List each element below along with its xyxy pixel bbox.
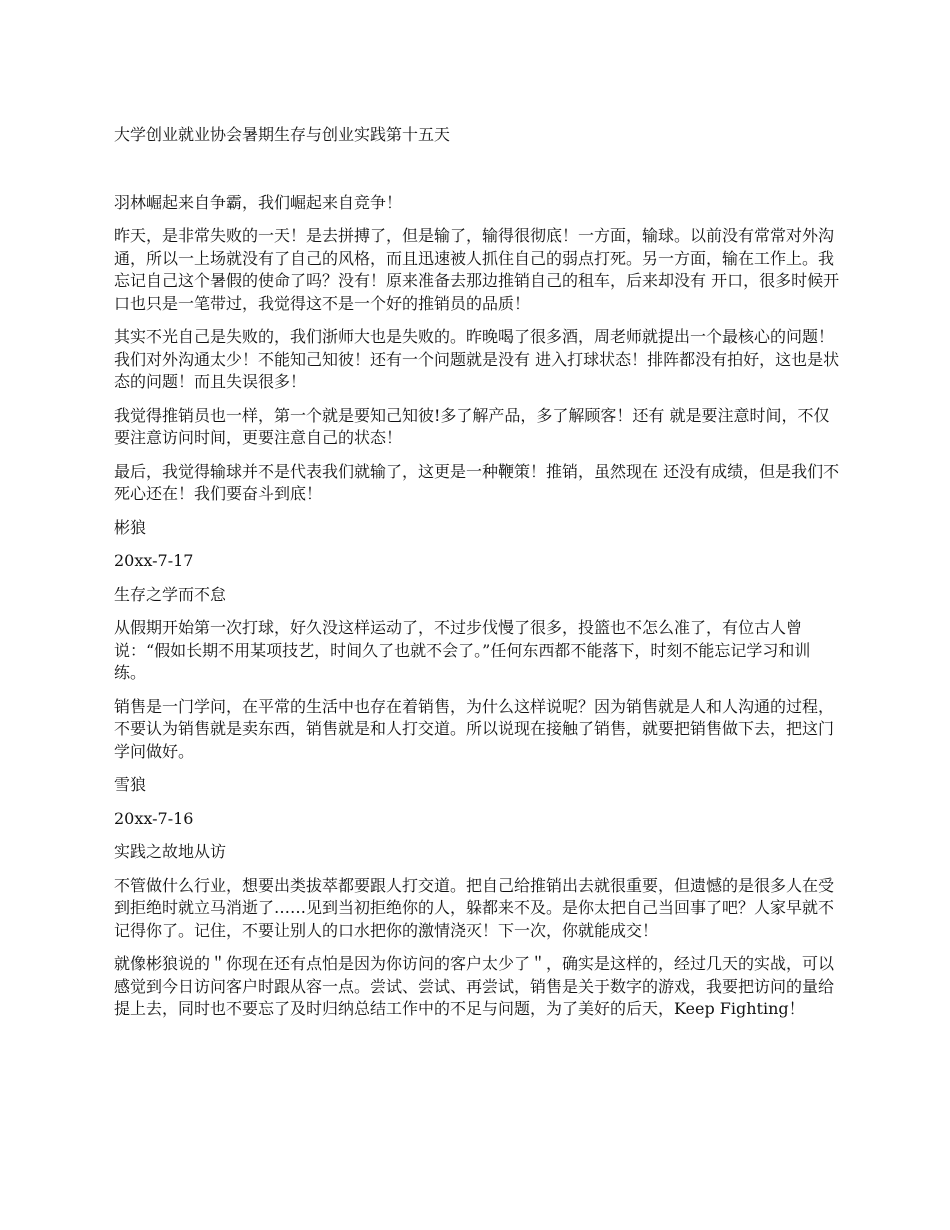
paragraph-team-failure: 其实不光自己是失败的，我们浙师大也是失败的。昨晚喝了很多酒，周老师就提出一个最核心的问题！我们对外沟通太少！不能知己知彼！还有一个问题就是没有 进入打球状态！排阵都没有拍好，这也是状态的问题！而且失误很多！ bbox=[114, 327, 840, 391]
section-heading-practice: 实践之故地从访 bbox=[114, 842, 227, 861]
entry-date-0717: 20xx-7-17 bbox=[114, 551, 194, 570]
document-title: 大学创业就业协会暑期生存与创业实践第十五天 bbox=[114, 125, 451, 144]
paragraph-yesterday-failure: 昨天，是非常失败的一天！是去拼搏了，但是输了，输得很彻底！一方面，输球。以前没有常常对外沟通，所以一上场就没有了自己的风格，而且迅速被人抓住自己的弱点打死。另一方面，输在工作上。我忘记自己这个暑假的使命了吗？没有！原来准备去那边推销自己的租车，后来却没有 开口，很多时候开口也只是一笔带过，我觉得这不是一个好的推销员的品质！ bbox=[114, 226, 840, 313]
paragraph-salesperson-advice: 我觉得推销员也一样，第一个就是要知己知彼!多了解产品，多了解顾客！还有 就是要注意时间，不仅要注意访问时间，更要注意自己的状态！ bbox=[114, 405, 830, 447]
paragraph-slogan: 羽林崛起来自争霸，我们崛起来自竞争！ bbox=[114, 192, 403, 212]
author-name-xuelang: 雪狼 bbox=[114, 775, 147, 794]
paragraph-conclusion: 最后，我觉得输球并不是代表我们就输了，这更是一种鞭策！推销，虽然现在 还没有成绩，但是我们不死心还在！我们要奋斗到底！ bbox=[114, 461, 840, 503]
paragraph-basketball-practice: 从假期开始第一次打球，好久没这样运动了，不过步伐慢了很多，投篮也不怎么准了，有位古人曾说：“假如长期不用某项技艺，时间久了也就不会了。”任何东西都不能落下，时刻不能忘记学习和训练。 bbox=[114, 618, 811, 682]
author-name-binlang: 彬狼 bbox=[114, 517, 147, 537]
paragraph-sales-learning: 销售是一门学问，在平常的生活中也存在着销售，为什么这样说呢？因为销售就是人和人沟通的过程，不要认为销售就是卖东西，销售就是和人打交道。所以说现在接触了销售，就要把销售做下去，把这门学问做好。 bbox=[114, 696, 835, 761]
paragraph-rejection: 不管做什么行业，想要出类拔萃都要跟人打交道。把自己给推销出去就很重要，但遗憾的是很多人在受到拒绝时就立马消逝了……见到当初拒绝你的人，躲都来不及。是你太把自己当回事了吧？人家早就不记得你了。记住，不要让别人的口水把你的激情浇灭！下一次，你就能成交！ bbox=[114, 875, 835, 940]
entry-date-0716: 20xx-7-16 bbox=[114, 808, 194, 828]
section-heading-survival: 生存之学而不怠 bbox=[114, 584, 227, 604]
document-page bbox=[114, 124, 840, 1032]
paragraph-keep-fighting: 就像彬狼说的＂你现在还有点怕是因为你访问的客户太少了＂，确实是这样的，经过几天的实战，可以感觉到今日访问客户时跟从容一点。尝试、尝试、再尝试，销售是关于数字的游戏，我要把访问的量给提上去，同时也不要忘了及时归纳总结工作中的不足与问题，为了美好的后天，Keep Fighting！ bbox=[114, 954, 835, 1018]
